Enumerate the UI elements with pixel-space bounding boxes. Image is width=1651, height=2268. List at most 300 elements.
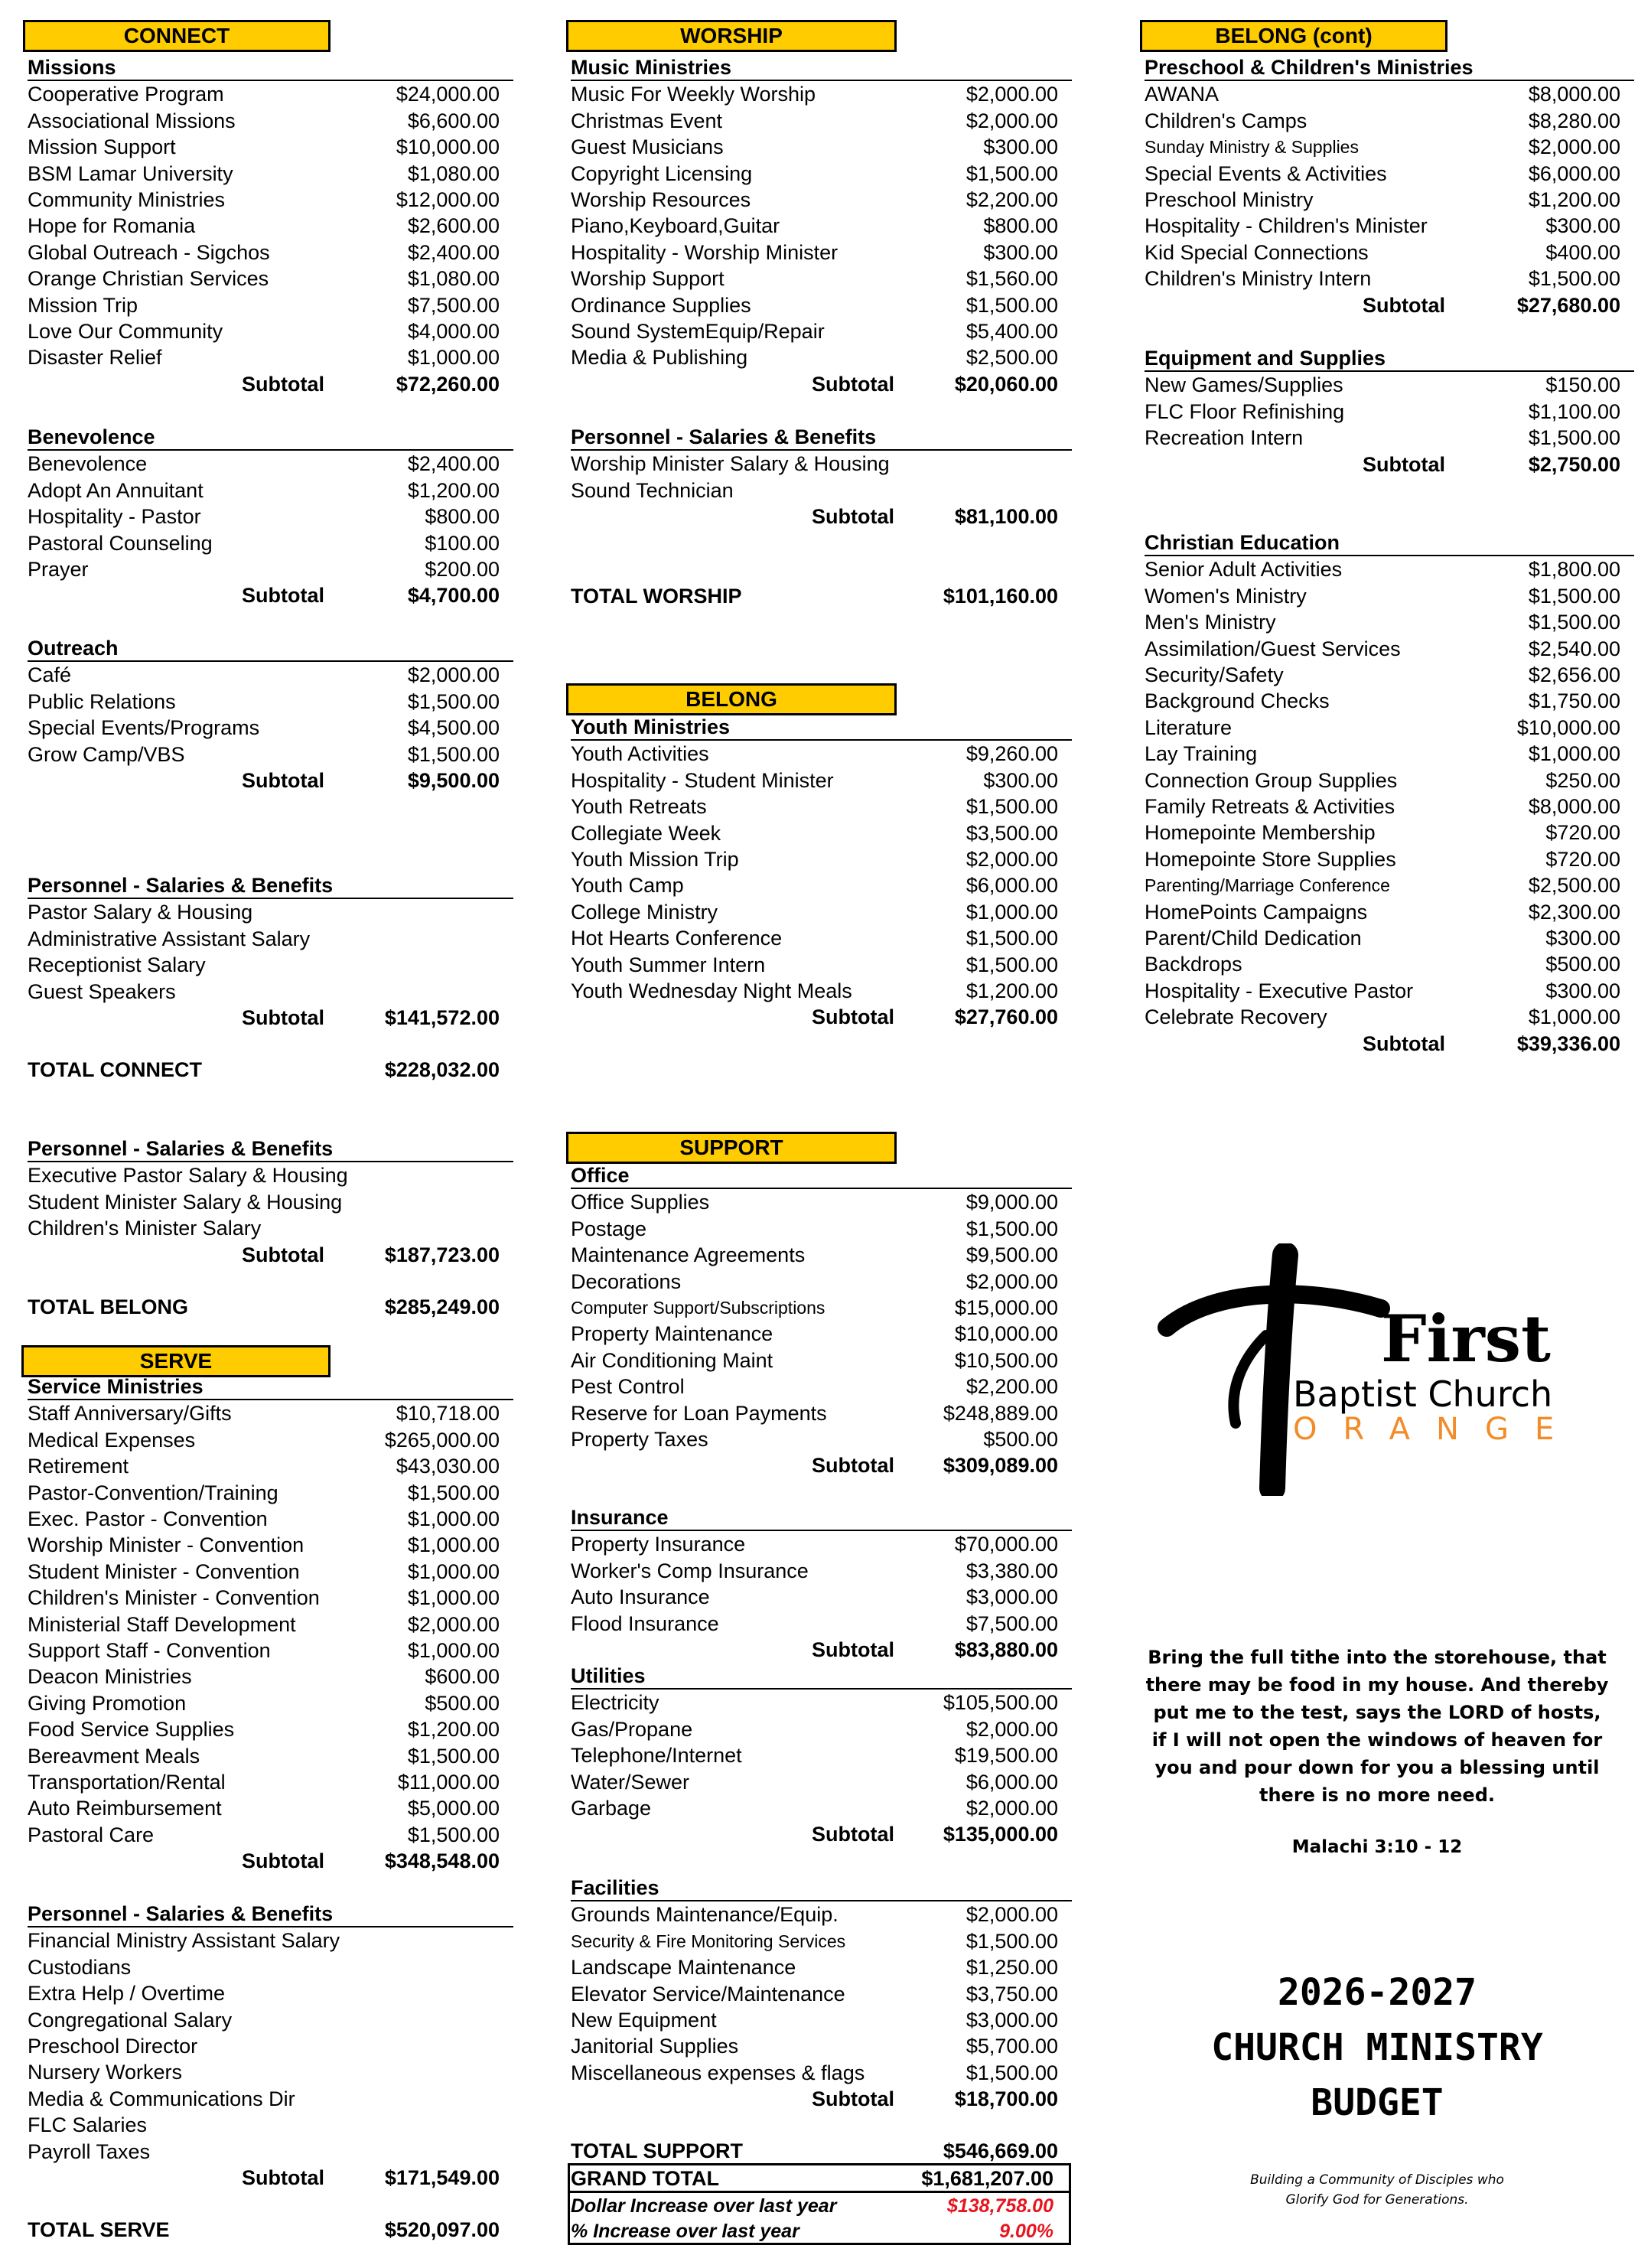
budget-line-item (28, 1427, 513, 1453)
budget-line-item (571, 1981, 1072, 2007)
line-item-label: Backdrops (1145, 953, 1242, 976)
cross-logo-icon (1151, 1243, 1396, 1496)
line-item-label: Media & Communications Dir (28, 2087, 295, 2110)
line-item-amount: $1,250.00 (966, 1956, 1058, 1980)
subtotal-row (571, 2086, 1072, 2112)
scripture-reference: Malachi 3:10 - 12 (1291, 1837, 1463, 1857)
line-item-amount: $300.00 (1545, 979, 1620, 1002)
line-item-amount: $2,400.00 (407, 452, 500, 476)
line-item-label: Disaster Relief (28, 346, 162, 370)
budget-line-item (28, 1559, 513, 1585)
section-header: SERVE (21, 1345, 331, 1377)
line-item-label: Elevator Service/Maintenance (571, 1982, 845, 2006)
line-item-amount: $300.00 (983, 240, 1058, 264)
line-item-amount: $1,500.00 (1528, 267, 1620, 291)
budget-line-item (28, 1954, 513, 1980)
budget-line-item (571, 1321, 1072, 1347)
subtotal-amount: $27,680.00 (1516, 293, 1620, 317)
line-item-amount: $15,000.00 (954, 1296, 1058, 1319)
line-item-amount: $10,500.00 (954, 1348, 1058, 1372)
subtotal-amount: $27,760.00 (954, 1005, 1058, 1029)
line-item-amount: $8,000.00 (1528, 83, 1620, 106)
line-item-label: Preschool Director (28, 2035, 198, 2058)
budget-line-item (28, 1769, 513, 1795)
line-item-label: Homepointe Store Supplies (1145, 847, 1396, 871)
budget-line-item (571, 820, 1072, 846)
line-item-label: Copyright Licensing (571, 161, 753, 185)
section-title: Insurance (571, 1505, 1072, 1531)
section-title: Personnel - Salaries & Benefits (28, 1136, 513, 1162)
budget-line-item (571, 1769, 1072, 1795)
line-item-amount: $7,500.00 (407, 293, 500, 317)
budget-line-item (1145, 846, 1634, 872)
line-item-label: Giving Promotion (28, 1691, 187, 1715)
subtotal-row (571, 1004, 1072, 1030)
line-item-label: Homepointe Membership (1145, 821, 1376, 845)
budget-line-item (28, 1743, 513, 1769)
budget-line-item (28, 1822, 513, 1848)
subtotal-label: Subtotal (242, 372, 324, 396)
line-item-amount: $2,400.00 (407, 240, 500, 264)
budget-title-line2: CHURCH MINISTRY (1211, 2026, 1543, 2069)
line-item-label: Pastor-Convention/Training (28, 1481, 278, 1504)
line-item-amount: $1,000.00 (407, 1559, 500, 1583)
line-item-label: Hospitality - Executive Pastor (1145, 979, 1414, 1002)
line-item-label: Security/Safety (1145, 663, 1284, 686)
line-item-label: Men's Ministry (1145, 611, 1276, 634)
line-item-amount: $500.00 (425, 1691, 500, 1715)
subtotal-amount: $4,700.00 (407, 584, 500, 608)
line-item-amount: $2,000.00 (407, 1612, 500, 1636)
line-item-label: Water/Sewer (571, 1770, 690, 1794)
budget-line-item (28, 161, 513, 187)
line-item-label: Youth Mission Trip (571, 848, 739, 871)
budget-line-item (28, 1506, 513, 1532)
line-item-label: Custodians (28, 1955, 132, 1979)
line-item-label: Property Taxes (571, 1428, 708, 1451)
line-item-amount: $1,000.00 (407, 1586, 500, 1610)
line-item-label: Youth Wednesday Night Meals (571, 979, 852, 1002)
line-item-label: Transportation/Rental (28, 1771, 226, 1794)
budget-line-item (28, 1795, 513, 1821)
line-item-label: Student Minister Salary & Housing (28, 1190, 343, 1214)
tagline-line1: Building a Community of Disciples who (1250, 2172, 1504, 2188)
line-item-label: Nursery Workers (28, 2061, 183, 2084)
subtotal-amount: $72,260.00 (396, 372, 500, 396)
line-item-amount: $1,080.00 (407, 267, 500, 291)
line-item-label: Adopt An Annuitant (28, 478, 204, 502)
budget-line-item (571, 2007, 1072, 2033)
budget-line-item (571, 1795, 1072, 1821)
line-item-amount: $6,000.00 (966, 1770, 1058, 1794)
line-item-label: Café (28, 663, 72, 687)
subtotal-amount: $9,500.00 (407, 769, 500, 792)
budget-line-item (28, 1980, 513, 2006)
budget-line-item (1145, 715, 1634, 741)
line-item-amount: $1,560.00 (966, 267, 1058, 291)
line-item-label: College Ministry (571, 900, 718, 924)
line-item-label: Celebrate Recovery (1145, 1005, 1327, 1029)
line-item-amount: $5,400.00 (966, 320, 1058, 343)
line-item-label: Children's Camps (1145, 109, 1307, 132)
line-item-label: Christmas Event (571, 109, 723, 132)
line-item-label: Hospitality - Children's Minister (1145, 214, 1428, 238)
section-title: Utilities (571, 1664, 1072, 1690)
budget-line-item (28, 1585, 513, 1611)
line-item-amount: $600.00 (425, 1665, 500, 1689)
line-item-amount: $1,500.00 (966, 1217, 1058, 1240)
line-item-label: Guest Musicians (571, 135, 724, 159)
line-item-amount: $3,500.00 (966, 821, 1058, 845)
line-item-label: Hospitality - Pastor (28, 505, 201, 529)
budget-line-item (28, 1927, 513, 1954)
subtotal-row (571, 371, 1072, 397)
line-item-label: Orange Christian Services (28, 267, 269, 291)
line-item-amount: $2,000.00 (1528, 135, 1620, 159)
budget-line-item (1145, 636, 1634, 662)
line-item-label: Connection Group Supplies (1145, 768, 1398, 792)
budget-line-item (28, 715, 513, 741)
line-item-label: Sunday Ministry & Supplies (1145, 137, 1359, 158)
total-belong (28, 1294, 513, 1320)
line-item-amount: $2,500.00 (966, 346, 1058, 370)
budget-line-item (571, 741, 1072, 767)
budget-line-item (28, 240, 513, 266)
subtotal-label: Subtotal (242, 584, 324, 608)
line-item-amount: $10,000.00 (954, 1322, 1058, 1346)
subtotal-row (28, 2165, 513, 2191)
subtotal-amount: $81,100.00 (954, 505, 1058, 529)
budget-line-item (28, 1453, 513, 1479)
line-item-amount: $1,500.00 (407, 689, 500, 713)
line-item-label: Landscape Maintenance (571, 1956, 796, 1980)
budget-line-item (1145, 556, 1634, 582)
budget-line-item (28, 477, 513, 503)
line-item-amount: $1,500.00 (966, 1929, 1058, 1953)
budget-line-item (28, 1480, 513, 1506)
line-item-label: Children's Minister - Convention (28, 1586, 320, 1610)
budget-line-item (571, 1426, 1072, 1452)
line-item-label: Decorations (571, 1269, 682, 1293)
section-title: Music Ministries (571, 55, 1072, 81)
budget-line-item (571, 1216, 1072, 1242)
total-worship-label: TOTAL WORSHIP (571, 585, 742, 608)
subtotal-label: Subtotal (812, 1823, 894, 1846)
line-item-label: Air Conditioning Maint (571, 1348, 773, 1372)
line-item-amount: $720.00 (1545, 847, 1620, 871)
subtotal-label: Subtotal (1363, 1031, 1445, 1055)
line-item-label: Extra Help / Overtime (28, 1982, 226, 2006)
budget-line-item (1145, 81, 1634, 107)
line-item-amount: $1,500.00 (1528, 426, 1620, 450)
total-connect-label: TOTAL CONNECT (28, 1058, 202, 1081)
budget-line-item (28, 689, 513, 715)
budget-line-item (1145, 425, 1634, 451)
budget-line-item (28, 134, 513, 160)
budget-line-item (1145, 688, 1634, 714)
line-item-label: Special Events & Activities (1145, 161, 1387, 185)
budget-line-item (28, 1611, 513, 1637)
line-item-label: Parenting/Marriage Conference (1145, 875, 1390, 896)
budget-line-item (28, 556, 513, 582)
line-item-label: Postage (571, 1217, 647, 1240)
line-item-amount: $7,500.00 (966, 1611, 1058, 1635)
budget-line-item (1145, 399, 1634, 425)
budget-line-item (571, 1531, 1072, 1557)
line-item-amount: $1,000.00 (407, 346, 500, 370)
budget-line-item (571, 899, 1072, 925)
section-header: WORSHIP (566, 20, 897, 52)
line-item-amount: $1,500.00 (966, 927, 1058, 950)
line-item-amount: $3,000.00 (966, 2009, 1058, 2032)
budget-line-item (571, 1347, 1072, 1374)
total-support-label: TOTAL SUPPORT (571, 2139, 744, 2162)
subtotal-amount: $348,548.00 (384, 1849, 500, 1873)
line-item-label: Sound SystemEquip/Repair (571, 320, 825, 343)
line-item-amount: $10,000.00 (1516, 715, 1620, 739)
line-item-label: New Games/Supplies (1145, 373, 1343, 397)
budget-line-item (28, 1716, 513, 1742)
budget-line-item (28, 1215, 513, 1241)
budget-line-item (1145, 161, 1634, 187)
line-item-label: Love Our Community (28, 320, 223, 343)
line-item-label: Parent/Child Dedication (1145, 927, 1362, 950)
line-item-amount: $1,500.00 (966, 293, 1058, 317)
line-item-amount: $1,500.00 (407, 1744, 500, 1768)
line-item-label: Worship Resources (571, 188, 751, 211)
percent-increase-label: % Increase over last year (571, 2221, 799, 2242)
line-item-label: Ministerial Staff Development (28, 1612, 296, 1636)
line-item-amount: $800.00 (425, 505, 500, 529)
line-item-amount: $500.00 (983, 1428, 1058, 1451)
budget-line-item (1145, 925, 1634, 951)
line-item-amount: $6,600.00 (407, 109, 500, 132)
line-item-label: Prayer (28, 558, 89, 581)
dollar-increase-amount: $138,758.00 (946, 2195, 1053, 2217)
section-header: CONNECT (23, 20, 331, 52)
line-item-label: Recreation Intern (1145, 426, 1304, 450)
line-item-label: Gas/Propane (571, 1717, 693, 1741)
budget-line-item (28, 741, 513, 767)
line-item-amount: $8,000.00 (1528, 795, 1620, 818)
line-item-amount: $10,000.00 (396, 135, 500, 159)
line-item-amount: $2,200.00 (966, 1375, 1058, 1399)
grand-total (571, 2165, 1067, 2191)
budget-line-item (28, 108, 513, 134)
subtotal-row (1145, 451, 1634, 477)
budget-line-item (28, 2033, 513, 2059)
section-header: BELONG (cont) (1140, 20, 1447, 52)
line-item-label: Staff Anniversary/Gifts (28, 1402, 232, 1426)
line-item-amount: $2,300.00 (1528, 900, 1620, 924)
budget-line-item (571, 793, 1072, 820)
line-item-label: Garbage (571, 1797, 652, 1820)
budget-line-item (571, 451, 1072, 477)
line-item-amount: $1,500.00 (966, 795, 1058, 819)
line-item-label: Mission Support (28, 135, 176, 159)
line-item-amount: $1,500.00 (1528, 611, 1620, 634)
subtotal-label: Subtotal (812, 505, 894, 529)
subtotal-label: Subtotal (242, 2166, 324, 2189)
subtotal-amount: $187,723.00 (384, 1243, 500, 1266)
subtotal-row (28, 767, 513, 793)
line-item-amount: $10,718.00 (396, 1402, 500, 1426)
subtotal-amount: $171,549.00 (384, 2166, 500, 2189)
budget-line-item (571, 1901, 1072, 1927)
line-item-label: Special Events/Programs (28, 716, 260, 740)
budget-line-item (1145, 662, 1634, 688)
line-item-label: Worship Minister Salary & Housing (571, 452, 890, 476)
subtotal-label: Subtotal (812, 372, 894, 396)
line-item-label: Hope for Romania (28, 214, 196, 238)
budget-line-item (28, 187, 513, 213)
subtotal-amount: $39,336.00 (1516, 1031, 1620, 1055)
subtotal-label: Subtotal (812, 1638, 894, 1661)
budget-line-item (571, 1928, 1072, 1954)
total-support-amount: $546,669.00 (943, 2139, 1058, 2162)
line-item-label: Janitorial Supplies (571, 2035, 739, 2058)
line-item-label: Guest Speakers (28, 979, 176, 1003)
total-serve-amount: $520,097.00 (384, 2218, 500, 2241)
subtotal-row (1145, 1031, 1634, 1057)
line-item-amount: $6,000.00 (966, 874, 1058, 898)
line-item-label: Hot Hearts Conference (571, 927, 783, 950)
line-item-label: FLC Floor Refinishing (1145, 399, 1345, 423)
budget-line-item (571, 1295, 1072, 1321)
line-item-amount: $8,280.00 (1528, 109, 1620, 132)
line-item-label: Flood Insurance (571, 1611, 719, 1635)
subtotal-row (1145, 292, 1634, 318)
line-item-label: Sound Technician (571, 478, 734, 502)
budget-line-item (28, 81, 513, 107)
line-item-label: Telephone/Internet (571, 1744, 742, 1768)
section-title: Personnel - Salaries & Benefits (28, 1901, 513, 1927)
budget-line-item (571, 108, 1072, 134)
line-item-amount: $4,000.00 (407, 320, 500, 343)
budget-line-item (28, 318, 513, 344)
budget-line-item (571, 477, 1072, 503)
section-title: Missions (28, 55, 513, 81)
line-item-amount: $250.00 (1545, 768, 1620, 792)
dollar-increase-label: Dollar Increase over last year (571, 2195, 837, 2217)
line-item-label: Youth Camp (571, 874, 684, 898)
line-item-label: Grounds Maintenance/Equip. (571, 1903, 839, 1927)
line-item-amount: $1,200.00 (407, 1718, 500, 1742)
budget-line-item (28, 1189, 513, 1215)
line-item-label: Family Retreats & Activities (1145, 795, 1395, 818)
line-item-label: Support Staff - Convention (28, 1639, 271, 1662)
budget-line-item (571, 1584, 1072, 1610)
line-item-amount: $6,000.00 (1528, 161, 1620, 185)
percent-increase-amount: 9.00% (999, 2221, 1053, 2242)
line-item-label: Retirement (28, 1455, 129, 1478)
line-item-label: Lay Training (1145, 742, 1258, 766)
line-item-amount: $500.00 (1545, 953, 1620, 976)
section-title: Personnel - Salaries & Benefits (28, 873, 513, 899)
subtotal-row (28, 1848, 513, 1874)
line-item-amount: $2,000.00 (966, 1797, 1058, 1820)
budget-line-item (571, 767, 1072, 793)
budget-line-item (28, 344, 513, 370)
budget-line-item (28, 1532, 513, 1558)
budget-line-item (28, 662, 513, 688)
scripture-quote: Bring the full tithe into the storehouse, that there may be food in my house. And thereby put me to the test, says the LORD of hosts, if I will not open the windows of heaven for you and pour down for you a blessing until there is no more need. (1145, 1647, 1609, 1806)
line-item-label: Pest Control (571, 1375, 685, 1399)
line-item-amount: $2,500.00 (1528, 874, 1620, 898)
line-item-amount: $300.00 (1545, 927, 1620, 950)
budget-line-item (571, 266, 1072, 292)
budget-line-item (28, 2112, 513, 2138)
subtotal-label: Subtotal (812, 1005, 894, 1029)
line-item-amount: $800.00 (983, 214, 1058, 238)
subtotal-row (571, 503, 1072, 530)
subtotal-label: Subtotal (242, 1849, 324, 1873)
subtotal-label: Subtotal (242, 1006, 324, 1029)
line-item-amount: $400.00 (1545, 240, 1620, 264)
line-item-amount: $248,889.00 (943, 1401, 1058, 1425)
subtotal-label: Subtotal (1363, 293, 1445, 317)
line-item-amount: $1,000.00 (407, 1533, 500, 1557)
line-item-amount: $1,500.00 (407, 1823, 500, 1846)
logo-orange-text: ORANGE (1293, 1412, 1581, 1447)
budget-line-item (571, 2060, 1072, 2086)
grand-total-amount: $1,681,207.00 (921, 2167, 1053, 2190)
subtotal-label: Subtotal (242, 1243, 324, 1266)
total-serve (28, 2217, 513, 2243)
logo-first-text: First (1381, 1301, 1551, 1377)
budget-line-item (571, 187, 1072, 213)
section-header: SUPPORT (566, 1132, 897, 1164)
budget-line-item (28, 2007, 513, 2033)
budget-line-item (1145, 899, 1634, 925)
budget-line-item (571, 952, 1072, 978)
line-item-label: Miscellaneous expenses & flags (571, 2061, 865, 2084)
line-item-label: Background Checks (1145, 689, 1330, 713)
line-item-label: Cooperative Program (28, 83, 224, 106)
budget-line-item (28, 266, 513, 292)
line-item-label: Pastoral Care (28, 1823, 155, 1846)
line-item-label: Electricity (571, 1691, 659, 1715)
total-support (571, 2138, 1072, 2164)
line-item-label: Maintenance Agreements (571, 1243, 806, 1267)
line-item-amount: $300.00 (1545, 214, 1620, 238)
budget-line-item (571, 1269, 1072, 1295)
budget-line-item (571, 134, 1072, 160)
line-item-label: Worship Minister - Convention (28, 1533, 304, 1557)
line-item-amount: $1,500.00 (966, 953, 1058, 976)
line-item-label: Bereavment Meals (28, 1744, 200, 1768)
budget-line-item (1145, 793, 1634, 820)
budget-line-item (28, 451, 513, 477)
budget-line-item (571, 1242, 1072, 1268)
line-item-amount: $2,000.00 (966, 109, 1058, 132)
budget-line-item (28, 503, 513, 530)
budget-line-item (571, 292, 1072, 318)
budget-line-item (571, 872, 1072, 898)
line-item-amount: $265,000.00 (384, 1428, 500, 1452)
line-item-label: Music For Weekly Worship (571, 83, 816, 106)
line-item-amount: $4,500.00 (407, 716, 500, 740)
budget-line-item (571, 1716, 1072, 1742)
line-item-label: Hospitality - Student Minister (571, 768, 834, 792)
line-item-label: Reserve for Loan Payments (571, 1401, 827, 1425)
budget-line-item (28, 292, 513, 318)
line-item-amount: $3,380.00 (966, 1559, 1058, 1582)
budget-line-item (1145, 820, 1634, 846)
line-item-amount: $2,000.00 (966, 1717, 1058, 1741)
line-item-label: Administrative Assistant Salary (28, 927, 311, 950)
line-item-amount: $43,030.00 (396, 1455, 500, 1478)
